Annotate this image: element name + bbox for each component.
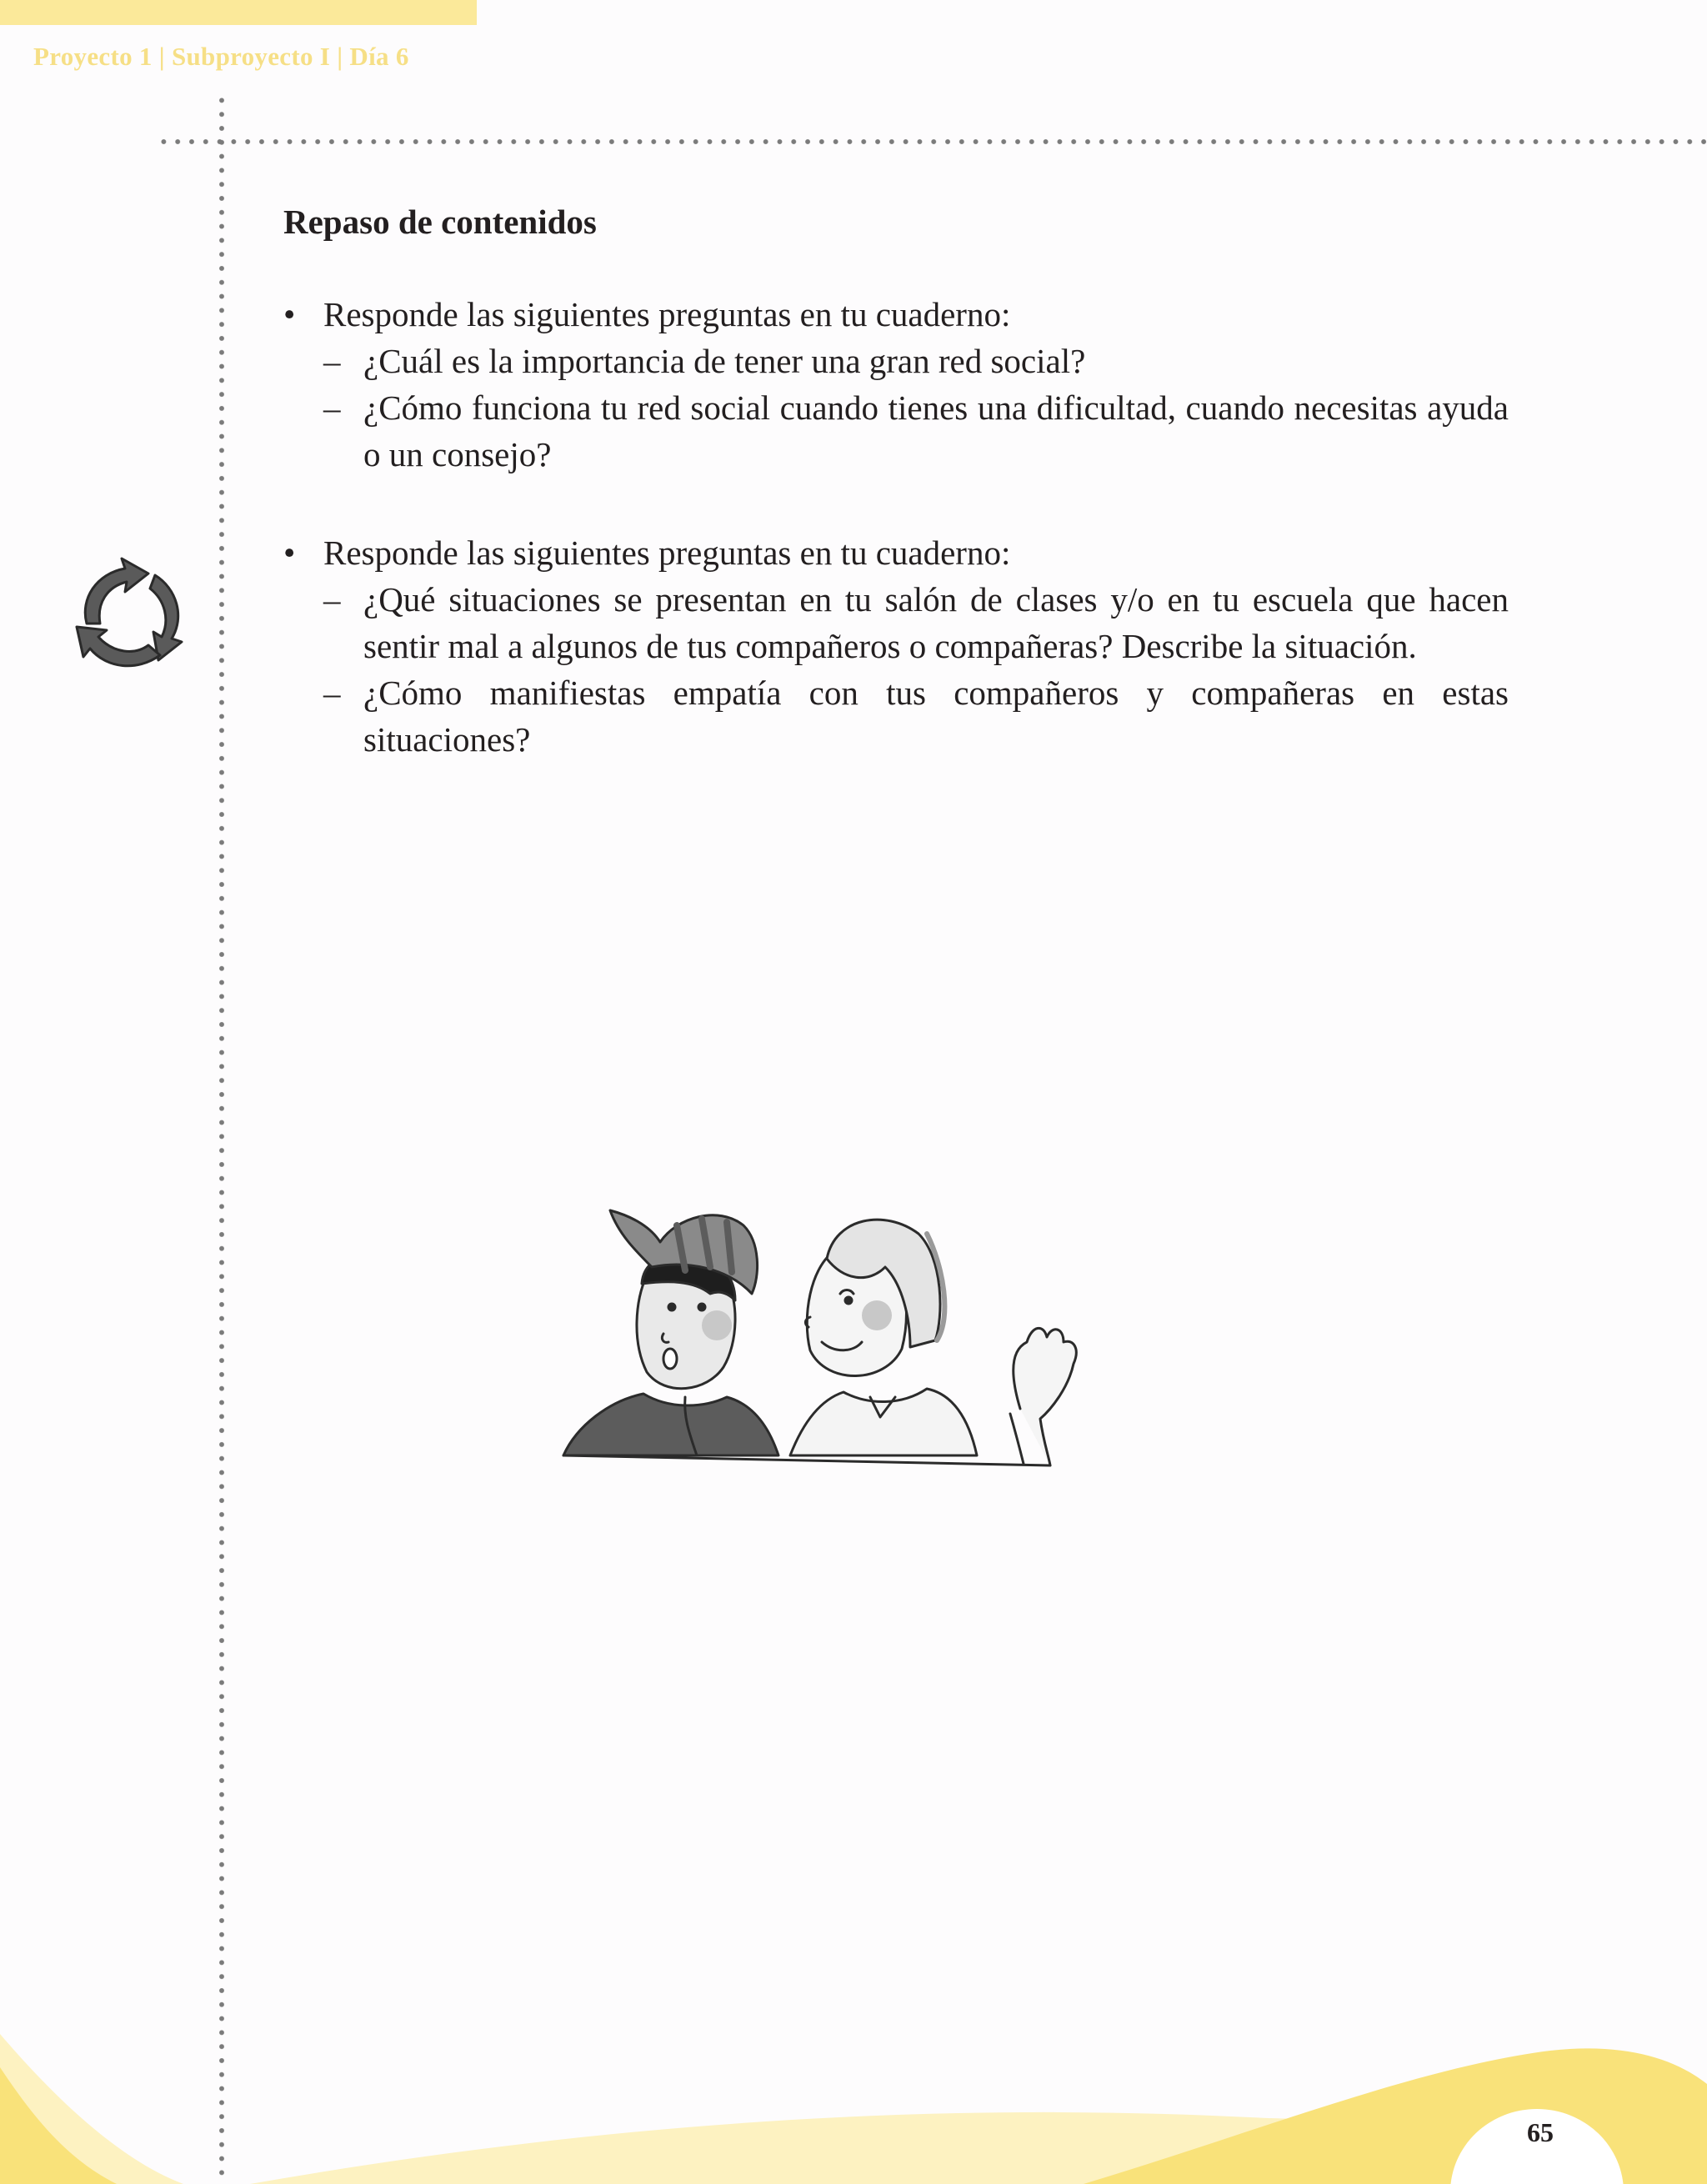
question-list <box>283 291 1509 763</box>
running-header: Proyecto 1 | Subproyecto I | Día 6 <box>33 42 409 71</box>
question-text: ¿Qué situaciones se presentan en tu salón de clases y/o en tu escuela que hacen sentir mal a algunos de tus compañeros o compañeras? Describe la situación. <box>363 580 1509 665</box>
dash: – <box>323 580 341 619</box>
question-block <box>283 529 1509 763</box>
instruction-text: Responde las siguientes preguntas en tu cuaderno: <box>323 533 1011 572</box>
sub-question <box>323 384 1509 478</box>
sub-question <box>323 669 1509 763</box>
bullet: • <box>283 533 296 572</box>
instruction-text: Responde las siguientes preguntas en tu cuaderno: <box>323 295 1011 333</box>
kids-illustration <box>560 1200 1110 1475</box>
page-number: 65 <box>1527 2117 1554 2147</box>
horizontal-dotted-divider <box>157 138 1707 145</box>
sub-question-list <box>323 338 1509 478</box>
dash: – <box>323 342 341 380</box>
question-text: ¿Cuál es la importancia de tener una gran red social? <box>363 342 1086 380</box>
question-text: ¿Cómo manifiestas empatía con tus compañeros y compañeras en estas situaciones? <box>363 674 1509 759</box>
review-cycle-icon <box>55 550 205 684</box>
sub-question-list <box>323 576 1509 763</box>
bullet: • <box>283 295 296 333</box>
section-title: Repaso de contenidos <box>283 203 597 241</box>
header-accent-bar <box>0 0 477 25</box>
dash: – <box>323 674 341 712</box>
review-section <box>283 198 1509 763</box>
dash: – <box>323 388 341 427</box>
sub-question <box>323 338 1509 384</box>
sub-question <box>323 576 1509 669</box>
footer-wave-decoration <box>0 2034 1707 2184</box>
question-block <box>283 291 1509 478</box>
question-text: ¿Cómo funciona tu red social cuando tienes una dificultad, cuando necesitas ayuda o un consejo? <box>363 388 1509 473</box>
vertical-dotted-divider <box>218 93 225 2184</box>
